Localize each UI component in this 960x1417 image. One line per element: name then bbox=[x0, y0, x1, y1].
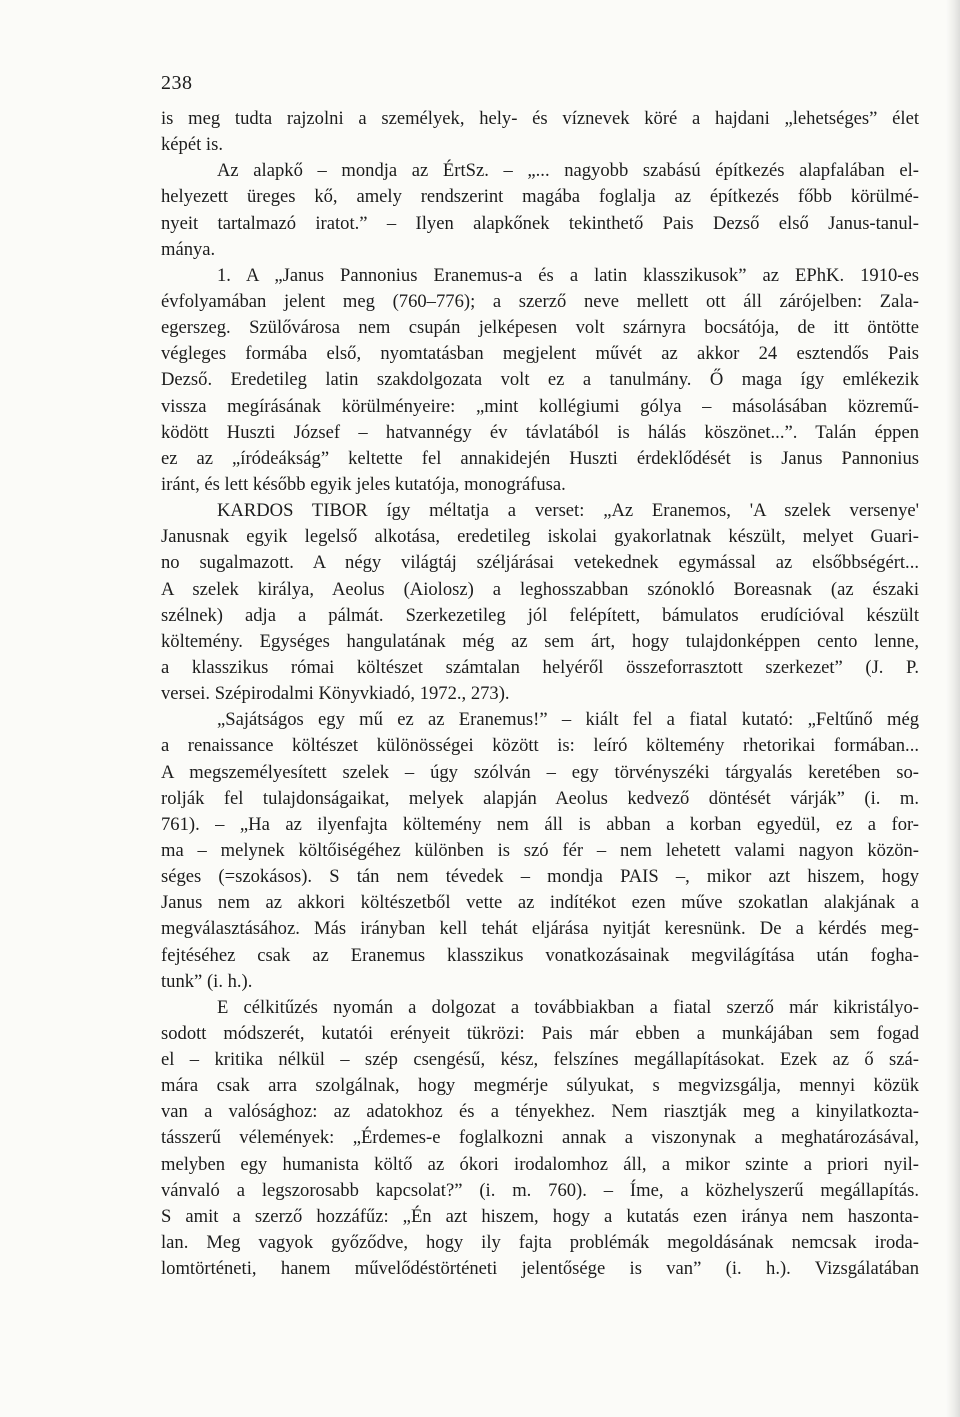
body-text bbox=[161, 106, 919, 1282]
text-line: el – kritika nélkül – szép csengésű, kész, felszínes megállapításokat. Ezek az ő szá- bbox=[161, 1049, 919, 1071]
text-line: megválasztásához. Más irányban kell tehát eljárása nyitját keresnünk. De a kérdés meg- bbox=[161, 918, 919, 940]
text-line: Az alapkő – mondja az ÉrtSz. – „... nagyobb szabású építkezés alapfalában el- bbox=[217, 160, 919, 182]
text-line: versei. Szépirodalmi Könyvkiadó, 1972., 273). bbox=[161, 683, 510, 705]
text-line: E célkitűzés nyomán a dolgozat a továbbiakban a fiatal szerző már kikristályo- bbox=[217, 996, 919, 1018]
text-line: mára csak arra szolgálnak, hogy megmérje súlyukat, s megvizsgálja, mennyi közük bbox=[161, 1075, 919, 1097]
text-line: egerszeg. Szülővárosa nem csupán jelképesen volt szárnyra bocsátója, de itt öntötte bbox=[161, 317, 919, 339]
text-line: is meg tudta rajzolni a személyek, hely- és víznevek köré a hajdani „lehetséges” élet bbox=[161, 108, 919, 129]
text-line: A megszemélyesített szelek – úgy szólván – egy törvényszéki tárgyalás keretében so- bbox=[161, 761, 919, 783]
text-line: szélnek) adja a pálmát. Szerkezetileg jól felépített, bámulatos erudícióval készült bbox=[161, 604, 919, 626]
text-line: rolják fel tulajdonságaikat, melyek alapján Aeolus kedvező döntését várják” (i. m. bbox=[161, 787, 919, 809]
text-line: ez az „íródeákság” keltette fel annakidején Huszti érdeklődését is Janus Pannonius bbox=[161, 447, 919, 469]
text-line: helyezett üreges kő, amely rendszerint magába foglalja az építkezés főbb körülmé- bbox=[161, 186, 919, 208]
text-line: költemény. Egységes hangulatának még az sem árt, hogy tulajdonképpen cento lenne, bbox=[161, 630, 919, 652]
text-line: mánya. bbox=[161, 238, 216, 260]
text-line: no sugalmazott. A négy világtáj széljárásai vetekednek egymással az elsőbbségért... bbox=[161, 552, 919, 574]
text-line: A szelek királya, Aeolus (Aiolosz) a leghosszabban szónokló Boreasnak (az északi bbox=[161, 578, 919, 600]
text-line: melyben egy humanista költő az ókori irodalomhoz áll, a mikor szinte a priori nyil- bbox=[161, 1153, 919, 1175]
text-line: Janus nem az akkori költészetből vette az indítékot ezen műve szokatlan alakjának a bbox=[161, 892, 919, 914]
text-line: S amit a szerző hozzáfűz: „Én azt hiszem, hogy a kutatás ezen iránya nem haszonta- bbox=[161, 1205, 919, 1227]
text-line: évfolyamában jelent meg (760–776); a szerző neve mellett ott áll zárójelben: Zala- bbox=[161, 290, 919, 312]
text-line: lomtörténeti, hanem művelődéstörténeti jelentősége is van” (i. h.). Vizsgálatában bbox=[161, 1258, 919, 1280]
text-line: sodott módszerét, kutatói erényeit tükrözi: Pais már ebben a munkájában sem fogad bbox=[161, 1022, 919, 1044]
text-line: a renaissance költészet különösségei között is: leíró költemény rhetorikai formában... bbox=[161, 735, 919, 757]
text-line: képét is. bbox=[161, 134, 223, 156]
text-line: végleges formába első, nyomtatásban megjelent művét az akkor 24 esztendős Pais bbox=[161, 343, 919, 365]
text-line: KARDOS TIBOR így méltatja a verset: „Az Eranemos, 'A szelek versenye' bbox=[217, 500, 919, 522]
text-line: „Sajátságos egy mű ez az Eranemus!” – kiált fel a fiatal kutató: „Feltűnő még bbox=[217, 709, 919, 731]
text-line: Dezső. Eredetileg latin szakdolgozata volt ez a tanulmány. Ő maga így emlékezik bbox=[161, 369, 919, 391]
text-line: ma – melynek költőiségéhez különben is szó fér – nem lehetett valami nagyon közön- bbox=[161, 839, 919, 861]
text-line: ködött Huszti József – hatvannégy év távlatából is hálás köszönet...”. Talán éppen bbox=[161, 421, 919, 443]
page-number: 238 bbox=[161, 72, 193, 94]
text-line: Janusnak egyik legelső alkotása, eredetileg iskolai gyakorlatnak készült, melyet Guari- bbox=[161, 526, 919, 548]
text-line: a klasszikus római költészet számtalan helyéről összeforrasztott szerkezet” (J. P. bbox=[161, 656, 919, 678]
text-line: vánvaló a legszorosabb kapcsolat?” (i. m. 760). – Íme, a közhelyszerű megállapítás. bbox=[161, 1179, 919, 1201]
text-line: tunk” (i. h.). bbox=[161, 970, 253, 992]
text-line: tásszerű vélemények: „Érdemes-e foglalkozni annak a viszonynak a meghatározásával, bbox=[161, 1127, 919, 1149]
text-line: lan. Meg vagyok győződve, hogy ily fajta problémák megoldásának nemcsak iroda- bbox=[161, 1232, 919, 1254]
text-line: fejtéséhez csak az Eranemus klasszikus vonatkozásainak megvilágítása után fogha- bbox=[161, 944, 919, 966]
page-edge-shadow bbox=[946, 0, 960, 1417]
text-line: nyeit tartalmazó iratot.” – Ilyen alapkőnek tekinthető Pais Dezső első Janus-tanul- bbox=[161, 212, 919, 234]
text-line: vissza megírásának körülményeire: „mint kollégiumi gólya – másolásában közremű- bbox=[161, 395, 919, 417]
text-line: séges (=szokásos). S tán nem tévedek – mondja PAIS –, mikor azt hiszem, hogy bbox=[161, 866, 919, 888]
text-line: 761). – „Ha az ilyenfajta költemény nem áll is abban a korban egyedül, ez a for- bbox=[161, 813, 919, 835]
text-line: 1. A „Janus Pannonius Eranemus-a és a latin klasszikusok” az EPhK. 1910-es bbox=[217, 264, 919, 286]
text-line: iránt, és lett később egyik jeles kutatója, monográfusa. bbox=[161, 473, 566, 495]
text-line: van a valósághoz: az adatokhoz és a tényekhez. Nem riasztják meg a kinyilatkozta- bbox=[161, 1101, 919, 1123]
